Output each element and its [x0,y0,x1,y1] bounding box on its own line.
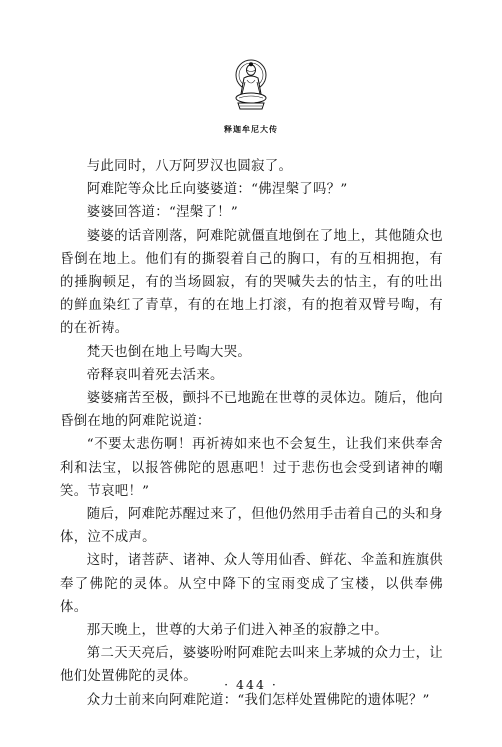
seated-buddha-icon [231,58,271,120]
paragraph: 这时，诸菩萨、诸神、众人等用仙香、鲜花、伞盖和旌旗供奉了佛陀的灵体。从空中降下的宝雨变成了宝楼，以供奉佛体。 [60,553,443,615]
paragraph: 阿难陀等众比丘向婆婆道：“佛涅槃了吗？” [86,182,348,198]
paragraph: 与此同时，八万阿罗汉也圆寂了。 [86,159,293,174]
page-number: · 444 · [224,677,278,692]
paragraph: 婆婆痛苦至极，颤抖不已地跪在世尊的灵体边。随后，他向昏倒在地的阿难陀说道： [60,391,443,430]
paragraph: 随后，阿难陀苏醒过来了，但他仍然用手击着自己的头和身体，泣不成声。 [60,507,443,546]
paragraph: 那天晚上，世尊的大弟子们进入神圣的寂静之中。 [86,623,388,639]
paragraph: 帝释哀叫着死去活来。 [86,367,224,383]
paragraph: 婆婆回答道：“涅槃了！” [86,205,238,221]
paragraph: 婆婆的话音刚落，阿难陀就僵直地倒在了地上，其他随众也昏倒在地上。他们有的撕裂着自己的胸口，有的互相拥抱，有的捶胸顿足，有的当场圆寂，有的哭喊失去的怙主，有的吐出的鲜血染红了青草，有的在地上打滚，有的抱着双臂号啕，有的在祈祷。 [60,228,443,337]
paragraph: 梵天也倒在地上号啕大哭。 [86,344,252,360]
paragraph: 第二天天亮后，婆婆吩咐阿难陀去叫来上茅城的众力士，让他们处置佛陀的灵体。 [60,646,443,685]
paragraph: 众力士前来向阿难陀道：“我们怎样处置佛陀的遗体呢？” [86,692,430,708]
paragraph: “不要太悲伤啊！再祈祷如来也不会复生，让我们来供奉舍利和法宝，以报答佛陀的恩惠吧！过于悲伤也会受到诸神的嘲笑。节哀吧！” [60,437,443,499]
page-header [0,58,502,138]
body-text [60,155,443,712]
header-caption: 释迦牟尼大传 [224,124,278,134]
